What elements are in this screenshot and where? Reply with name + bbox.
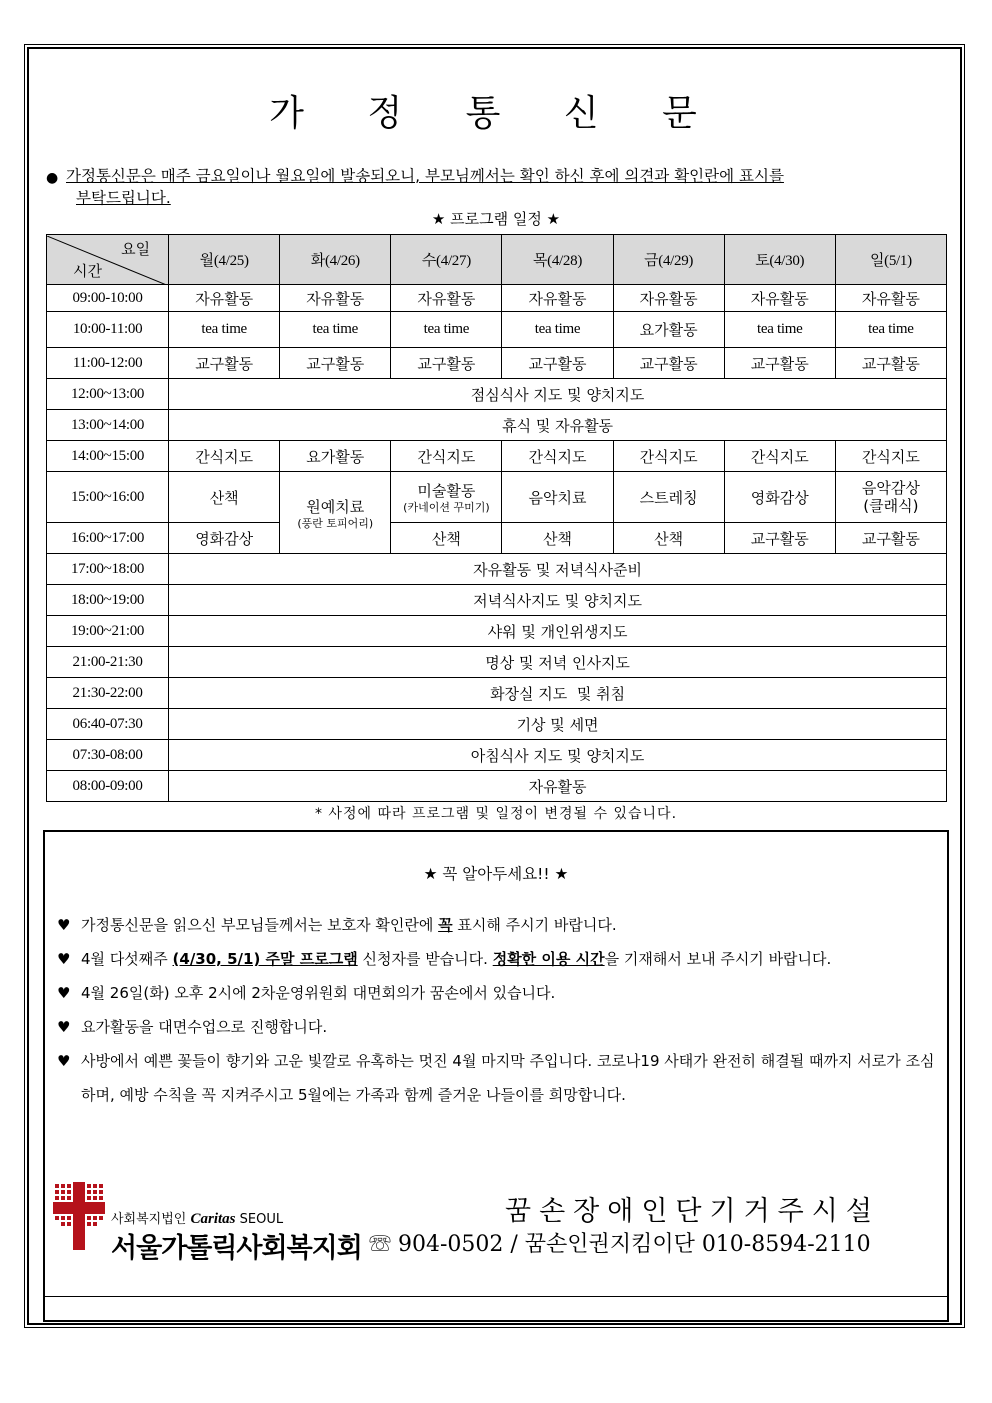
activity-cell: 교구활동 [280, 348, 391, 379]
time-cell: 21:30-22:00 [47, 678, 169, 709]
activity-cell: 산책 [391, 523, 502, 554]
activity-cell [280, 472, 391, 554]
time-cell: 10:00-11:00 [47, 312, 169, 348]
intro-notice [46, 165, 926, 209]
schedule-title: ★ 프로그램 일정 ★ [431, 210, 561, 228]
activity-cell: 자유활동 [502, 285, 613, 312]
heart-icon: ♥ [57, 916, 71, 934]
activity-cell: 교구활동 [391, 348, 502, 379]
time-cell: 07:30-08:00 [47, 740, 169, 771]
activity-cell: 영화감상 [169, 523, 280, 554]
notice-emphasis: (4/30, 5/1) 주말 프로그램 [172, 950, 358, 968]
time-cell: 11:00-12:00 [47, 348, 169, 379]
activity-cell: 자유활동 [169, 285, 280, 312]
caritas-cross-icon [51, 1180, 107, 1252]
table-row [47, 410, 947, 441]
notice-title: ★ 꼭 알아두세요!! ★ [423, 865, 569, 883]
merged-activity-cell: 기상 및 세면 [169, 709, 947, 740]
table-row [47, 616, 947, 647]
time-cell: 15:00~16:00 [47, 472, 169, 523]
table-row [47, 554, 947, 585]
table-row [47, 348, 947, 379]
activity-cell: 영화감상 [724, 472, 835, 523]
day-header: 일(5/1) [835, 235, 946, 285]
facility-name: 꿈손장애인단기거주시설 [505, 1196, 880, 1227]
table-row [47, 678, 947, 709]
time-cell: 16:00~17:00 [47, 523, 169, 554]
activity-cell: 교구활동 [835, 348, 946, 379]
activity-cell: 음악치료 [502, 472, 613, 523]
list-item [57, 1010, 937, 1044]
merged-activity-cell: 휴식 및 자유활동 [169, 410, 947, 441]
activity-cell: 산책 [502, 523, 613, 554]
notice-text: 을 기재해서 보내 주시기 바랍니다. [604, 950, 832, 968]
corner-header [47, 235, 169, 285]
activity-cell: tea time [502, 312, 613, 348]
notice-text: 요가활동을 대면수업으로 진행합니다. [81, 1018, 328, 1036]
time-cell: 18:00~19:00 [47, 585, 169, 616]
activity-cell: 교구활동 [613, 348, 724, 379]
time-cell: 17:00~18:00 [47, 554, 169, 585]
divider [45, 1296, 947, 1297]
merged-activity-cell: 화장실 지도 및 취침 [169, 678, 947, 709]
notice-text: 4월 26일(화) 오후 2시에 2차운영위원회 대면회의가 꿈손에서 있습니다. [81, 984, 556, 1002]
day-header: 목(4/28) [502, 235, 613, 285]
table-row [47, 379, 947, 410]
notice-text: 4월 다섯째주 [81, 950, 173, 968]
activity-cell: 자유활동 [280, 285, 391, 312]
day-header: 금(4/29) [613, 235, 724, 285]
activity-sub-label: (클래식) [863, 497, 919, 515]
intro-line-2: 부탁드립니다. [76, 189, 171, 207]
activity-label: 원예치료 [306, 497, 365, 516]
list-item [57, 908, 937, 942]
activity-cell: 자유활동 [835, 285, 946, 312]
table-row [47, 472, 947, 523]
day-header: 수(4/27) [391, 235, 502, 285]
activity-cell: 자유활동 [724, 285, 835, 312]
heart-icon: ♥ [57, 950, 71, 968]
day-header: 화(4/26) [280, 235, 391, 285]
notice-emphasis: 정확한 이용 시간 [492, 950, 605, 968]
table-row [47, 585, 947, 616]
activity-label: 미술활동 [417, 482, 476, 500]
day-label: 요일 [121, 239, 151, 258]
notice-text: 가정통신문을 읽으신 부모님들께서는 보호자 확인란에 [81, 916, 439, 934]
activity-label: 음악감상 [861, 479, 920, 497]
merged-activity-cell: 샤워 및 개인위생지도 [169, 616, 947, 647]
activity-cell: 간식지도 [169, 441, 280, 472]
table-row [47, 312, 947, 348]
logo-subtitle: 사회복지법인 Caritas SEOUL [111, 1211, 284, 1227]
schedule-table [46, 234, 947, 802]
activity-cell: 간식지도 [502, 441, 613, 472]
table-row [47, 441, 947, 472]
merged-activity-cell: 아침식사 지도 및 양치지도 [169, 740, 947, 771]
time-cell: 06:40-07:30 [47, 709, 169, 740]
activity-cell: 자유활동 [613, 285, 724, 312]
notice-text: 신청자를 받습니다. [357, 950, 493, 968]
activity-sub-label: (카네이션 꾸미기) [403, 501, 490, 514]
table-row [47, 709, 947, 740]
logo-org-name: 서울가톨릭사회복지회 [111, 1233, 362, 1264]
list-item [57, 942, 937, 976]
heart-icon: ♥ [57, 1018, 71, 1036]
activity-cell: 교구활동 [169, 348, 280, 379]
activity-cell: tea time [169, 312, 280, 348]
time-label: 시간 [73, 261, 102, 280]
notice-list [57, 908, 937, 1112]
list-item [57, 1044, 937, 1112]
activity-cell: 간식지도 [724, 441, 835, 472]
merged-activity-cell: 명상 및 저녁 인사지도 [169, 647, 947, 678]
activity-cell [391, 472, 502, 523]
table-row [47, 647, 947, 678]
activity-sub-label: (풍란 토피어리) [297, 516, 374, 530]
activity-cell: 스트레칭 [613, 472, 724, 523]
activity-cell: 교구활동 [502, 348, 613, 379]
activity-cell: 요가활동 [613, 312, 724, 348]
notice-text: 표시해 주시기 바랍니다. [452, 916, 617, 934]
activity-cell: 자유활동 [391, 285, 502, 312]
day-header: 토(4/30) [724, 235, 835, 285]
notice-emphasis: 꼭 [438, 916, 453, 934]
activity-cell: 간식지도 [613, 441, 724, 472]
list-item [57, 976, 937, 1010]
activity-cell: 요가활동 [280, 441, 391, 472]
contact-info: ☏ 904-0502 / 꿈손인권지킴이단 010-8594-2110 [369, 1232, 871, 1257]
notice-text: 사방에서 예쁜 꽃들이 향기와 고운 빛깔로 유혹하는 멋진 4월 마지막 주입니다. 코로나19 사태가 완전히 해결될 때까지 서로가 조심하며, 예방 수칙을 꼭 지켜주시고 5월에는 가족과 함께 즐거운 나들이를 희망합니다. [81, 1052, 935, 1104]
time-cell: 08:00-09:00 [47, 771, 169, 802]
activity-cell: 간식지도 [835, 441, 946, 472]
activity-cell: 교구활동 [724, 348, 835, 379]
table-row [47, 771, 947, 802]
bullet-icon: ● [46, 170, 59, 186]
page-title: 가 정 통 신 문 [269, 93, 723, 134]
activity-cell: tea time [724, 312, 835, 348]
notice-box [43, 830, 949, 1322]
merged-activity-cell: 점심식사 지도 및 양치지도 [169, 379, 947, 410]
intro-line-1: 가정통신문은 매주 금요일이나 월요일에 발송되오니, 부모님께서는 확인 하신 후에 의견과 확인란에 표시를 [66, 167, 784, 185]
activity-cell: 간식지도 [391, 441, 502, 472]
org-logo [51, 1180, 362, 1264]
time-cell: 14:00~15:00 [47, 441, 169, 472]
merged-activity-cell: 저녁식사지도 및 양치지도 [169, 585, 947, 616]
activity-cell: tea time [391, 312, 502, 348]
time-cell: 12:00~13:00 [47, 379, 169, 410]
table-row [47, 740, 947, 771]
activity-cell: tea time [280, 312, 391, 348]
merged-activity-cell: 자유활동 및 저녁식사준비 [169, 554, 947, 585]
table-row [47, 523, 947, 554]
activity-cell: tea time [835, 312, 946, 348]
table-row [47, 285, 947, 312]
activity-cell: 교구활동 [835, 523, 946, 554]
day-header: 월(4/25) [169, 235, 280, 285]
time-cell: 19:00~21:00 [47, 616, 169, 647]
time-cell: 09:00-10:00 [47, 285, 169, 312]
activity-cell: 교구활동 [724, 523, 835, 554]
heart-icon: ♥ [57, 1052, 71, 1070]
activity-cell [835, 472, 946, 523]
merged-activity-cell: 자유활동 [169, 771, 947, 802]
time-cell: 21:00-21:30 [47, 647, 169, 678]
schedule-note: * 사정에 따라 프로그램 및 일정이 변경될 수 있습니다. [314, 806, 678, 822]
activity-cell: 산책 [613, 523, 724, 554]
heart-icon: ♥ [57, 984, 71, 1002]
time-cell: 13:00~14:00 [47, 410, 169, 441]
activity-cell: 산책 [169, 472, 280, 523]
